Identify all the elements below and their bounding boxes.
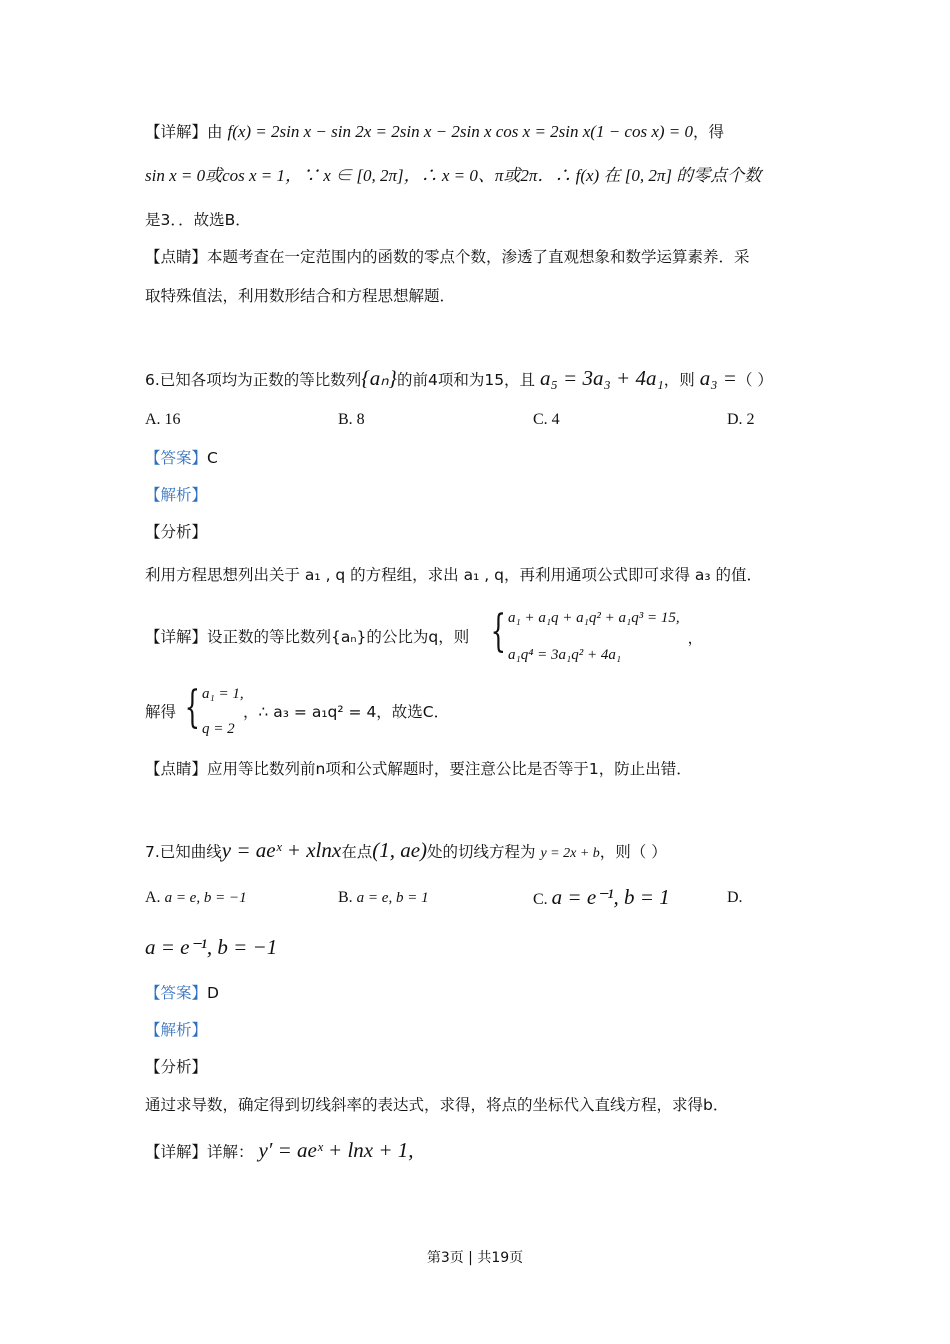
q6-solution-rows — [202, 686, 244, 738]
q7-option-a-value: a = e, b = −1 — [164, 890, 247, 906]
q7-option-b — [338, 889, 429, 907]
q7-option-b-value: a = e, b = 1 — [356, 890, 429, 906]
q6-stem-prefix: 6.已知各项均为正数的等比数列 — [145, 371, 362, 389]
q7-stem-prefix: 7.已知曲线 — [145, 843, 222, 861]
q7-option-d-value — [145, 935, 277, 960]
q6-system-row2: a₁q⁴ = 3a₁q² + 4a₁ — [508, 647, 622, 663]
q7-stem-mid2: 处的切线方程为 — [427, 843, 536, 861]
q5-note-line1 — [145, 248, 750, 267]
q6-fenxi-label: 【分析】 — [145, 523, 208, 541]
q7-stem — [145, 838, 667, 863]
q6-solution-row1: a₁ = 1, — [202, 686, 244, 702]
q7-jiexi-label: 【解析】 — [145, 1021, 208, 1039]
q6-note-label: 【点睛】 — [145, 760, 208, 778]
q6-equation-system — [478, 606, 703, 664]
q7-curve: y = aeˣ + xlnx — [221, 838, 342, 862]
page-footer: 第3页 | 共19页 — [426, 1250, 524, 1266]
q5-detail-line2 — [145, 166, 761, 186]
q7-detail-line — [145, 1138, 414, 1163]
q7-stem-mid: 在点 — [341, 843, 373, 861]
q7-option-b-label: B. — [338, 889, 353, 906]
q6-option-c: C. 4 — [533, 411, 560, 428]
q5-equation: f(x) = 2sin x − sin 2x = 2sin x − 2sin x cos x = 2sin x(1 − cos x) = 0 — [227, 122, 694, 141]
q6-stem-end: （ ） — [736, 371, 773, 389]
q6-note-text: 应用等比数列前n项和公式解题时，要注意公比是否等于1，防止出错． — [207, 760, 692, 778]
q5-solution-text: sin x = 0或cos x = 1，∵ x ∈ [0, 2π]，∴ x = 0、π或2π．∴ f(x) 在 [0, 2π] 的零点个数 — [145, 166, 762, 185]
q7-analysis: 通过求导数，确定得到切线斜率的表达式，求得，将点的坐标代入直线方程，求得b． — [145, 1096, 729, 1114]
q5-detail-line3 — [145, 211, 251, 230]
q6-system-brace: { — [490, 606, 506, 657]
q5-note-line2 — [145, 287, 455, 306]
q6-condition: a₅ = 3a₃ + 4a₁ — [540, 366, 664, 390]
q7-answer: D — [207, 984, 219, 1002]
q7-option-c — [533, 885, 670, 910]
q5-detail-tail: ，得 — [693, 123, 725, 141]
q6-system-row1: a₁ + a₁q + a₁q² + a₁q³ = 15, — [508, 610, 680, 626]
q6-note-line — [145, 760, 692, 779]
q5-note-text-2: 取特殊值法，利用数形结合和方程思想解题． — [145, 287, 456, 305]
q6-solution-brace: { — [184, 682, 200, 733]
q6-detail-line — [145, 628, 469, 647]
q5-detail-line1 — [145, 122, 724, 142]
q5-detail-text: 由 — [207, 123, 223, 141]
q7-tangent-line: y = 2x + b — [540, 846, 600, 861]
q7-option-d-expr: a = e⁻¹, b = −1 — [145, 935, 278, 959]
q6-detail-text: 设正数的等比数列{aₙ}的公比为q，则 — [207, 628, 470, 646]
q6-solution-row2: q = 2 — [202, 721, 235, 737]
q6-option-d: D. 2 — [727, 411, 755, 428]
q6-solve-prefix: 解得 — [145, 703, 177, 721]
q6-ask: a₃ = — [699, 366, 737, 390]
q6-stem — [145, 366, 773, 391]
q6-stem-mid2: ，则 — [663, 371, 695, 389]
q6-system-rows — [508, 610, 680, 664]
q5-detail-label: 【详解】 — [145, 123, 208, 141]
q7-option-a-label: A. — [145, 889, 161, 906]
q6-solve-tail: ，∴ a₃ = a₁q² = 4，故选C． — [243, 703, 450, 721]
q7-answer-line — [145, 984, 219, 1003]
q7-point: (1, ae) — [372, 838, 428, 862]
q6-jiexi-label: 【解析】 — [145, 486, 208, 504]
q6-option-b: B. 8 — [338, 411, 365, 428]
q6-detail-label: 【详解】 — [145, 628, 208, 646]
q6-system-tail: ， — [687, 628, 703, 647]
q7-detail-text: 详解： — [207, 1143, 254, 1161]
q5-note-text: 本题考查在一定范围内的函数的零点个数，渗透了直观想象和数学运算素养．采 — [207, 248, 750, 266]
q7-stem-end: ，则（ ） — [599, 843, 667, 861]
q7-option-c-label: C. — [533, 891, 548, 908]
q7-option-a — [145, 889, 247, 907]
q6-option-a: A. 16 — [145, 411, 181, 428]
q7-derivative: y′ = aeˣ + lnx + 1, — [258, 1138, 414, 1162]
q7-answer-label: 【答案】 — [145, 984, 208, 1002]
q6-answer-line — [145, 449, 218, 468]
q7-detail-label: 【详解】 — [145, 1143, 208, 1161]
q5-note-label: 【点睛】 — [145, 248, 208, 266]
q6-sequence: {aₙ} — [361, 366, 397, 390]
q5-conclusion: 是3．．故选B． — [145, 211, 251, 229]
q6-analysis: 利用方程思想列出关于 a₁ , q 的方程组，求出 a₁ , q，再利用通项公式即可求得 a₃ 的值． — [145, 566, 763, 584]
q7-option-c-value: a = e⁻¹, b = 1 — [551, 885, 670, 909]
q7-fenxi-label: 【分析】 — [145, 1058, 208, 1076]
q6-answer-label: 【答案】 — [145, 449, 208, 467]
q7-option-d: D. — [727, 889, 743, 906]
q6-solution-system — [172, 682, 244, 738]
q6-stem-mid: 的前4项和为15，且 — [396, 371, 536, 389]
q6-answer: C — [207, 449, 218, 467]
